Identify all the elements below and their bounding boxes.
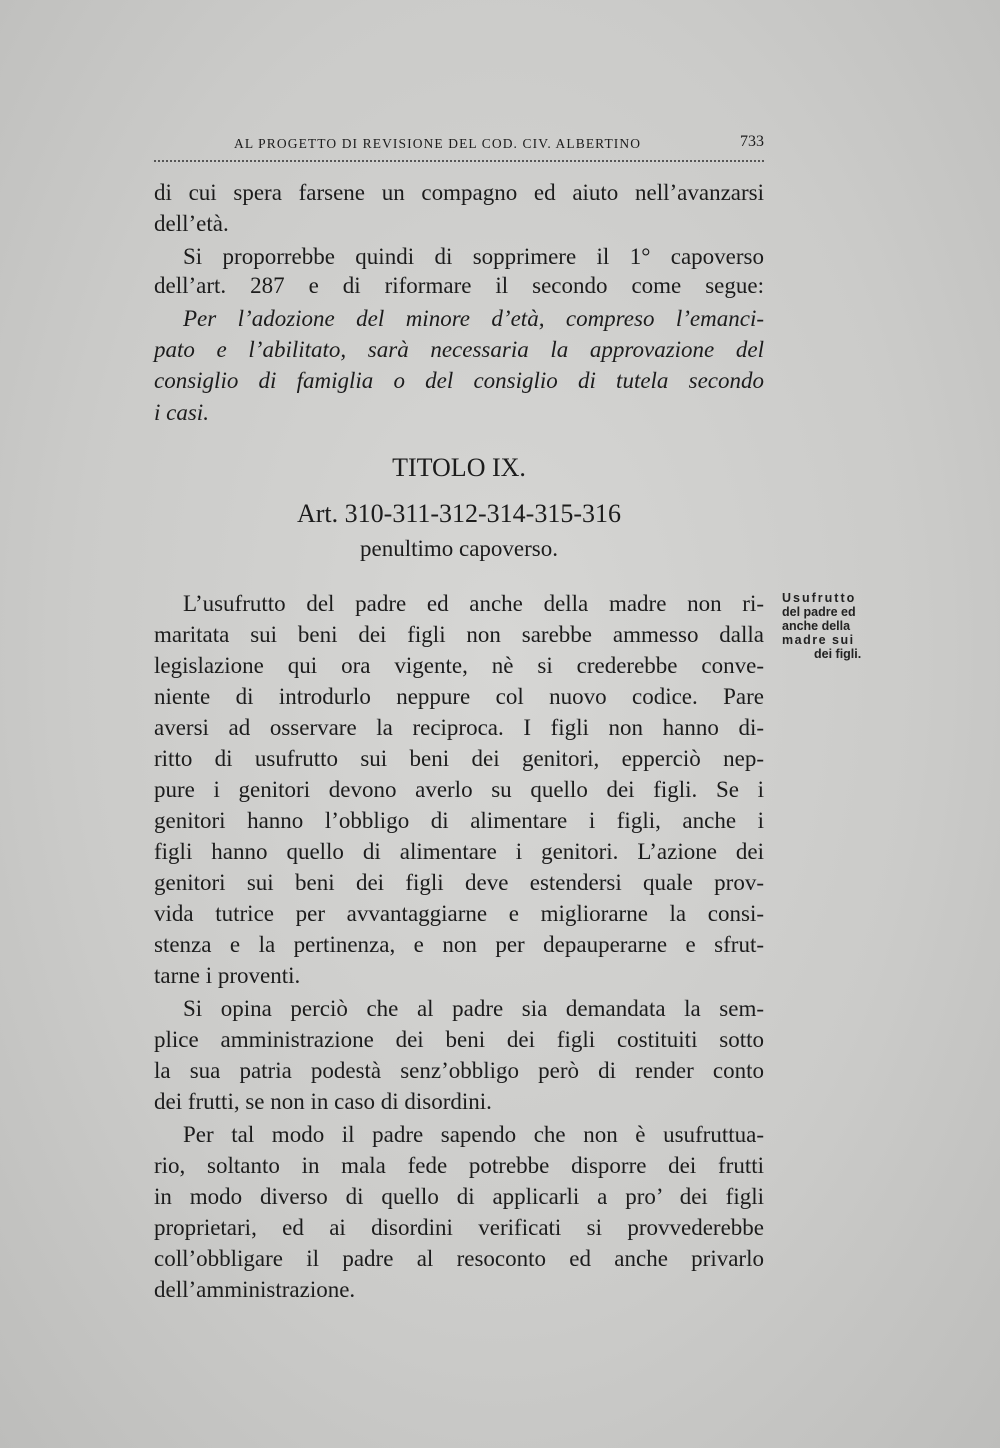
- text-line: coll’obbligare il padre al resoconto ed anche privarlo: [154, 1246, 764, 1271]
- margin-note-line: Usufrutto: [782, 591, 857, 605]
- text-line: vida tutrice per avvantaggiarne e migliorarne la consi-: [154, 901, 764, 926]
- article-subheading: penultimo capoverso.: [359, 536, 558, 561]
- page-number: 733: [740, 133, 764, 150]
- text-line: la sua patria podestà senz’obbligo però di render conto: [154, 1058, 764, 1083]
- text-line: figli hanno quello di alimentare i genitori. L’azione dei: [154, 839, 764, 864]
- text-line: dell’amministrazione.: [154, 1277, 356, 1302]
- margin-note: [782, 591, 902, 661]
- text-line: in modo diverso di quello di applicarli a pro’ dei figli: [154, 1184, 764, 1209]
- italic-line: i casi.: [154, 400, 209, 425]
- running-title: AL PROGETTO DI REVISIONE DEL COD. CIV. ALBERTINO: [234, 136, 642, 151]
- text-line: rio, soltanto in mala fede potrebbe disporre dei frutti: [154, 1153, 764, 1178]
- margin-note-line: madre sui: [782, 633, 855, 647]
- text-line: dei frutti, se non in caso di disordini.: [154, 1089, 492, 1114]
- text-line: dell’età.: [154, 211, 229, 236]
- italic-line: pato e l’abilitato, sarà necessaria la approvazione del: [154, 337, 764, 362]
- text-line: proprietari, ed ai disordini verificati si provvederebbe: [154, 1215, 764, 1240]
- text-line: tarne i proventi.: [154, 963, 301, 988]
- text-line: plice amministrazione dei beni dei figli costituiti sotto: [154, 1027, 764, 1052]
- running-head: [154, 133, 764, 159]
- margin-note-line: dei figli.: [814, 647, 862, 661]
- article-heading: Art. 310-311-312-314-315-316: [297, 499, 621, 528]
- text-line: Si proporrebbe quindi di sopprimere il 1° capoverso: [183, 244, 764, 269]
- margin-note-line: anche della: [782, 619, 851, 633]
- text-line: Per tal modo il padre sapendo che non è usufruttua-: [183, 1122, 764, 1147]
- title-heading: TITOLO IX.: [392, 453, 526, 482]
- text-line: niente di introdurlo neppure col nuovo codice. Pare: [154, 684, 764, 709]
- italic-line: consiglio di famiglia o del consiglio di tutela secondo: [154, 368, 764, 393]
- text-line: ritto di usufrutto sui beni dei genitori, epperciò nep-: [154, 746, 764, 771]
- text-line: Si opina perciò che al padre sia demandata la sem-: [183, 996, 764, 1021]
- italic-line: Per l’adozione del minore d’età, compreso l’emanci-: [183, 306, 764, 331]
- text-line: legislazione qui ora vigente, nè si crederebbe conve-: [154, 653, 764, 678]
- text-line: genitori sui beni dei figli deve estendersi quale prov-: [154, 870, 764, 895]
- text-line: genitori hanno l’obbligo di alimentare i figli, anche i: [154, 808, 764, 833]
- text-line: stenza e la pertinenza, e non per depauperarne e sfrut-: [154, 932, 764, 957]
- text-line: pure i genitori devono averlo su quello dei figli. Se i: [154, 777, 764, 802]
- margin-note-line: del padre ed: [782, 605, 856, 619]
- text-line: dell’art. 287 e di riformare il secondo come segue:: [154, 273, 764, 298]
- text-line: di cui spera farsene un compagno ed aiuto nell’avanzarsi: [154, 180, 764, 205]
- text-line: L’usufrutto del padre ed anche della madre non ri-: [183, 591, 764, 616]
- header-rule: [154, 160, 764, 162]
- text-line: aversi ad osservare la reciproca. I figli non hanno di-: [154, 715, 764, 740]
- text-line: maritata sui beni dei figli non sarebbe ammesso dalla: [154, 622, 764, 647]
